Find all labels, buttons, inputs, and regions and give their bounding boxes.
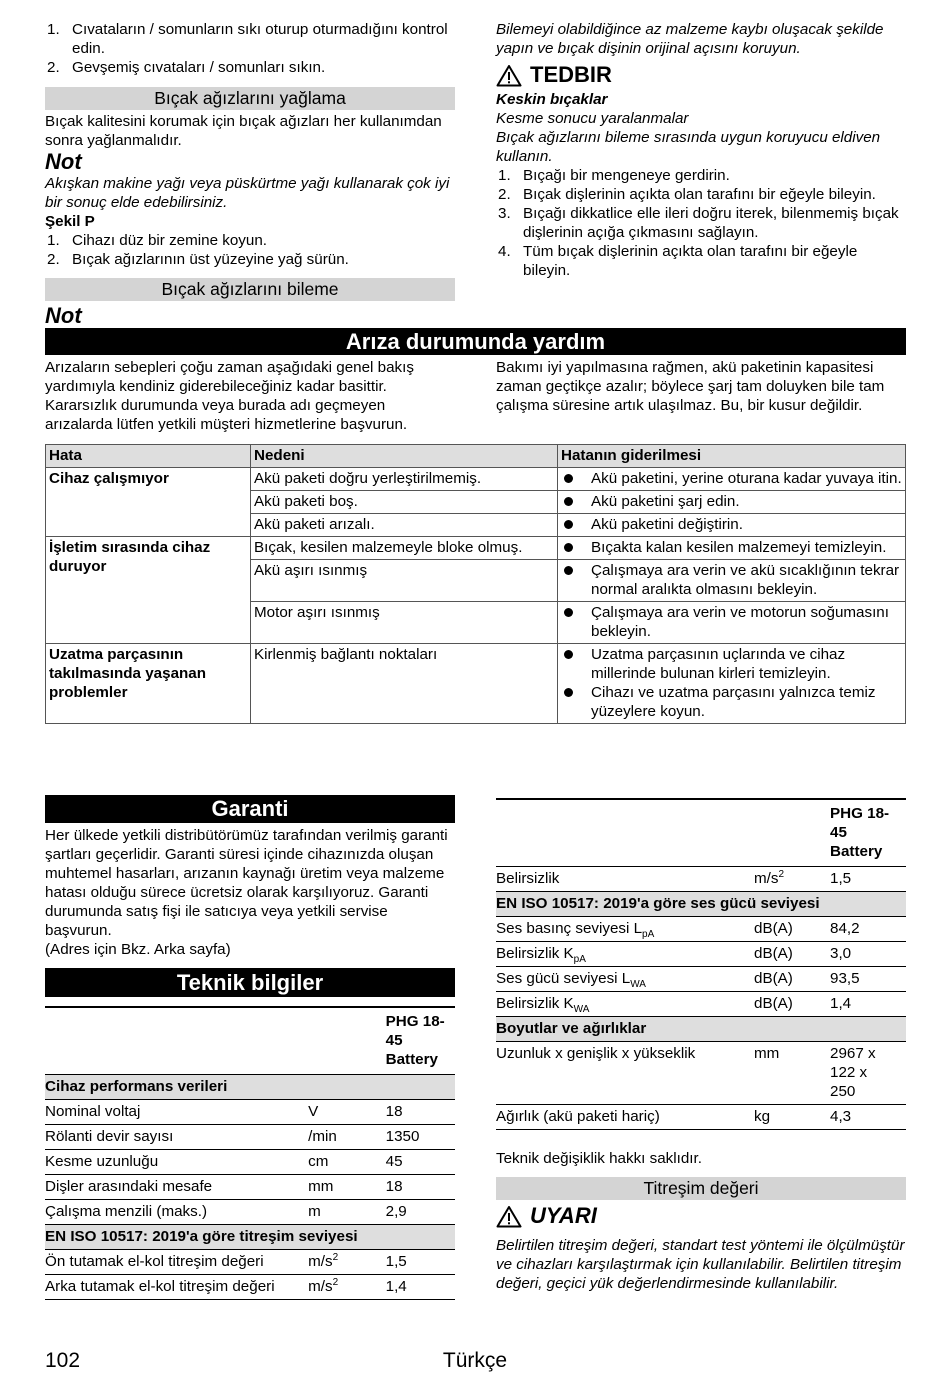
- tech-table-left: [45, 1006, 455, 1300]
- remedy-text: Çalışmaya ara verin ve akü sıcaklığının tekrar normal aralıkta olmasını bekleyin.: [591, 562, 900, 598]
- lubrication-steps: [45, 231, 455, 269]
- remedy-cell: [558, 468, 906, 491]
- tech-label: [496, 967, 754, 992]
- remedy-item: [561, 603, 902, 641]
- tech-row: [496, 867, 906, 892]
- unit-text: mm: [754, 1045, 780, 1062]
- step-text: Gevşemiş cıvataları / somunları sıkın.: [72, 59, 326, 76]
- label-text: Rölanti devir sayısı: [45, 1128, 174, 1145]
- cause-cell: Akü paketi arızalı.: [251, 514, 558, 537]
- tech-label: [45, 1275, 308, 1300]
- fault-cell: İşletim sırasında cihaz duruyor: [46, 537, 251, 644]
- tech-row: [45, 1175, 455, 1200]
- remedy-item: [561, 515, 902, 534]
- remedy-cell: [558, 537, 906, 560]
- fault-intro-right: Bakımı iyi yapılmasına rağmen, akü paketinin kapasitesi zaman geçtikçe azalır; böylece şarj tam doluyken bile tam çalışma süresine artık ulaşılmaz. Bu, bir kusur değildir.: [496, 359, 885, 414]
- step-item: [45, 20, 455, 58]
- fault-heading: Arıza durumunda yardım: [45, 328, 906, 355]
- cause-cell: Kirlenmiş bağlantı noktaları: [251, 644, 558, 724]
- tech-row: [496, 917, 906, 942]
- tech-unit: [754, 1042, 830, 1105]
- cause-cell: Akü paketi boş.: [251, 491, 558, 514]
- unit-text: m: [308, 1203, 321, 1220]
- remedy-text: Cihazı ve uzatma parçasını yalnızca temiz yüzeylere koyun.: [591, 684, 876, 720]
- lubrication-text: Bıçak kalitesini korumak için bıçak ağızları her kullanımdan sonra yağlanmalıdır.: [45, 113, 442, 149]
- label-text: Çalışma menzili (maks.): [45, 1203, 208, 1220]
- lubrication-heading: Bıçak ağızlarını yağlama: [45, 87, 455, 110]
- remedy-item: [561, 561, 902, 599]
- bullet-icon: [564, 474, 573, 483]
- tech-value: 2967 x 122 x 250: [830, 1042, 906, 1105]
- step-number: 2.: [47, 251, 60, 268]
- remedy-item: [561, 492, 902, 511]
- section-title: Boyutlar ve ağırlıklar: [496, 1017, 906, 1042]
- tech-value: 1,5: [830, 867, 906, 892]
- tech-section-row: [496, 892, 906, 917]
- unit-text: cm: [308, 1153, 329, 1170]
- step-item: [496, 242, 906, 280]
- language-label: Türkçe: [442, 1349, 508, 1372]
- tech-model-row: [496, 799, 906, 867]
- warning-triangle-icon: [496, 64, 522, 87]
- warning-triangle-icon: [496, 1205, 522, 1228]
- caution-title: [496, 62, 906, 88]
- bullet-icon: [564, 497, 573, 506]
- tech-value: 3,0: [830, 942, 906, 967]
- tech-row: [496, 967, 906, 992]
- unit-text: m/s: [308, 1278, 333, 1295]
- step-number: 2.: [498, 186, 511, 203]
- label-text: Ağırlık (akü paketi hariç): [496, 1108, 660, 1125]
- cause-cell: Motor aşırı ısınmış: [251, 602, 558, 644]
- unit-text: dB(A): [754, 995, 793, 1012]
- tech-label: [45, 1150, 308, 1175]
- label-text: Nominal voltaj: [45, 1103, 141, 1120]
- tech-value: 45: [386, 1150, 455, 1175]
- tech-label: [45, 1100, 308, 1125]
- tech-row: [496, 992, 906, 1017]
- section-title: EN ISO 10517: 2019'a göre ses gücü seviyesi: [496, 892, 906, 917]
- step-text: Bıçağı bir mengeneye gerdirin.: [523, 167, 730, 184]
- table-row: [46, 537, 906, 560]
- section-title: Cihaz performans verileri: [45, 1075, 455, 1100]
- remedy-item: [561, 538, 902, 557]
- sharpening-steps: [496, 166, 906, 280]
- label-text: Kesme uzunluğu: [45, 1153, 159, 1170]
- tech-value: 18: [386, 1175, 455, 1200]
- tech-footnote: Teknik değişiklik hakkı saklıdır.: [496, 1150, 702, 1167]
- table-row: [46, 644, 906, 724]
- model-name: PHG 18-45 Battery: [386, 1007, 455, 1075]
- tech-table-right: [496, 798, 906, 1130]
- unit-superscript: 2: [778, 868, 785, 880]
- step-number: 4.: [498, 243, 511, 260]
- unit-text: V: [308, 1103, 319, 1120]
- bullet-icon: [564, 566, 573, 575]
- unit-text: dB(A): [754, 920, 793, 937]
- cause-cell: Bıçak, kesilen malzemeyle bloke olmuş.: [251, 537, 558, 560]
- unit-text: kg: [754, 1108, 771, 1125]
- table-row: [46, 468, 906, 491]
- tech-unit: [308, 1275, 386, 1300]
- tech-unit: [308, 1250, 386, 1275]
- step-text: Bıçak dişlerinin açıkta olan tarafını bir eğeyle bileyin.: [523, 186, 876, 203]
- tech-value: 84,2: [830, 917, 906, 942]
- fault-table-header: [46, 445, 906, 468]
- step-text: Cihazı düz bir zemine koyun.: [72, 232, 267, 249]
- unit-text: dB(A): [754, 945, 793, 962]
- tech-row: [496, 1042, 906, 1105]
- label-subscript: WA: [573, 1004, 590, 1016]
- tech-section-row: [45, 1225, 455, 1250]
- remedy-text: Akü paketini şarj edin.: [591, 493, 740, 510]
- unit-text: /min: [308, 1128, 337, 1145]
- tech-row: [45, 1250, 455, 1275]
- unit-text: m/s: [754, 870, 779, 887]
- remedy-text: Akü paketini, yerine oturana kadar yuvaya itin.: [591, 470, 902, 487]
- warranty-address-note: (Adres için Bkz. Arka sayfa): [45, 941, 231, 958]
- step-text: Bıçağı dikkatlice elle ileri doğru iterek, bilenmemiş bıçak dişlerinin açığa çıkmasını sağlayın.: [523, 205, 899, 241]
- step-item: [45, 250, 455, 269]
- tech-label: [45, 1250, 308, 1275]
- tech-unit: [754, 942, 830, 967]
- tech-value: 1,5: [386, 1250, 455, 1275]
- left-top-column: [45, 20, 455, 328]
- tech-unit: [754, 967, 830, 992]
- remedy-text: Akü paketini değiştirin.: [591, 516, 743, 533]
- step-number: 1.: [47, 21, 60, 38]
- tech-label: [496, 992, 754, 1017]
- remedy-item: [561, 645, 902, 683]
- unit-superscript: 2: [332, 1276, 339, 1288]
- step-text: Cıvataların / somunların sıkı oturup oturmadığını kontrol edin.: [72, 21, 448, 57]
- tech-value: 18: [386, 1100, 455, 1125]
- tech-value: 93,5: [830, 967, 906, 992]
- tech-unit: [754, 917, 830, 942]
- remedy-item: [561, 683, 902, 721]
- bullet-icon: [564, 650, 573, 659]
- bullet-icon: [564, 543, 573, 552]
- column-header: Nedeni: [251, 445, 558, 468]
- warranty-text: [45, 826, 455, 959]
- warning-title: [496, 1203, 597, 1229]
- fault-cell: Cihaz çalışmıyor: [46, 468, 251, 537]
- tech-unit: [308, 1150, 386, 1175]
- remedy-item: [561, 469, 902, 488]
- step-text: Bıçak ağızlarının üst yüzeyine yağ sürün.: [72, 251, 349, 268]
- tech-row: [45, 1125, 455, 1150]
- fault-intro-left: Arızaların sebepleri çoğu zaman aşağıdaki genel bakış yardımıyla kendiniz giderebileceğiniz kadar basittir. Kararsızlık durumunda veya burada adı geçmeyen arızalarda lütfen yetkili müşteri hizmetlerine başvurun.: [45, 359, 414, 433]
- tech-unit: [308, 1175, 386, 1200]
- column-header: Hatanın giderilmesi: [558, 445, 906, 468]
- label-text: Belirsizlik K: [496, 945, 574, 962]
- warranty-paragraph: Her ülkede yetkili distribütörümüz tarafından verilmiş garanti şartları geçerlidir. Garanti süresi içinde cihazınızda oluşan muhtemel hasarları, arızanın kaynağı üretim veya malzeme hatası olduğu sürece ücretsiz olarak karşılıyoruz. Garanti durumunda satış fişi ile satıcıya veya yetkili servise başvurun.: [45, 827, 448, 939]
- sharpening-intro: Bilemeyi olabildiğince az malzeme kaybı oluşacak şekilde yapın ve bıçak dişinin orijinal açısını koruyun.: [496, 21, 884, 57]
- label-text: Arka tutamak el-kol titreşim değeri: [45, 1278, 275, 1295]
- tech-label: [45, 1175, 308, 1200]
- remedy-text: Bıçakta kalan kesilen malzemeyi temizleyin.: [591, 539, 887, 556]
- tech-label: [496, 1042, 754, 1105]
- tech-label: [45, 1200, 308, 1225]
- tech-label: [496, 867, 754, 892]
- tech-value: 2,9: [386, 1200, 455, 1225]
- label-text: Belirsizlik: [496, 870, 560, 887]
- caution-label: TEDBIR: [530, 62, 612, 87]
- remedy-cell: [558, 514, 906, 537]
- tech-value: 1,4: [830, 992, 906, 1017]
- step-number: 1.: [498, 167, 511, 184]
- tech-section-row: [45, 1075, 455, 1100]
- page-number: 102: [45, 1349, 81, 1372]
- tech-unit: [308, 1100, 386, 1125]
- step-text: Tüm bıçak dişlerinin açıkta olan tarafını bir eğeyle bileyin.: [523, 243, 858, 279]
- bullet-icon: [564, 608, 573, 617]
- step-item: [496, 204, 906, 242]
- step-item: [496, 185, 906, 204]
- label-subscript: pA: [573, 954, 586, 966]
- unit-text: dB(A): [754, 970, 793, 987]
- tech-row: [45, 1100, 455, 1125]
- right-top-column: [496, 20, 906, 280]
- caution-text: Bıçak ağızlarını bileme sırasında uygun koruyucu eldiven kullanın.: [496, 129, 881, 165]
- fault-cell: Uzatma parçasının takılmasında yaşanan problemler: [46, 644, 251, 724]
- tech-row: [45, 1275, 455, 1300]
- step-item: [45, 231, 455, 250]
- note-label-2: Not: [45, 303, 82, 328]
- caution-line: Kesme sonucu yaralanmalar: [496, 110, 689, 127]
- tech-heading: Teknik bilgiler: [45, 968, 455, 997]
- remedy-cell: [558, 560, 906, 602]
- label-text: Dişler arasındaki mesafe: [45, 1178, 213, 1195]
- tech-unit: [754, 1105, 830, 1130]
- vibration-text: Belirtilen titreşim değeri, standart test yöntemi ile ölçülmüştür ve cihazları karşılaştırmak için kullanılabilir. Belirtilen titreşim değeri, geçici yük değerlendirmesinde kullanılabilir.: [496, 1237, 905, 1292]
- tech-row: [496, 1105, 906, 1130]
- vibration-heading: Titreşim değeri: [496, 1177, 906, 1200]
- unit-superscript: 2: [332, 1251, 339, 1263]
- unit-text: m/s: [308, 1253, 333, 1270]
- tech-unit: [308, 1200, 386, 1225]
- remedy-text: Uzatma parçasının uçlarında ve cihaz millerinde bulunan kirleri temizleyin.: [591, 646, 846, 682]
- remedy-cell: [558, 602, 906, 644]
- tech-row: [45, 1200, 455, 1225]
- tech-unit: [308, 1125, 386, 1150]
- tech-unit: [754, 992, 830, 1017]
- tech-row: [45, 1150, 455, 1175]
- cause-cell: Akü paketi doğru yerleştirilmemiş.: [251, 468, 558, 491]
- step-item: [45, 58, 455, 77]
- remedy-cell: [558, 644, 906, 724]
- tech-label: [496, 1105, 754, 1130]
- label-subscript: pA: [642, 929, 655, 941]
- warranty-heading: Garanti: [45, 795, 455, 823]
- remedy-text: Çalışmaya ara verin ve motorun soğumasını bekleyin.: [591, 604, 889, 640]
- label-text: Belirsizlik K: [496, 995, 574, 1012]
- tightening-steps: [45, 20, 455, 77]
- tech-value: 4,3: [830, 1105, 906, 1130]
- figure-label: Şekil P: [45, 213, 95, 230]
- label-text: Ön tutamak el-kol titreşim değeri: [45, 1253, 264, 1270]
- sharpening-heading: Bıçak ağızlarını bileme: [45, 278, 455, 301]
- tech-label: [45, 1125, 308, 1150]
- column-header: Hata: [46, 445, 251, 468]
- note-label: Not: [45, 149, 82, 174]
- step-number: 2.: [47, 59, 60, 76]
- label-subscript: WA: [630, 979, 646, 991]
- section-title: EN ISO 10517: 2019'a göre titreşim seviyesi: [45, 1225, 455, 1250]
- tech-row: [496, 942, 906, 967]
- tech-value: 1,4: [386, 1275, 455, 1300]
- warning-label: UYARI: [530, 1203, 597, 1228]
- bullet-icon: [564, 688, 573, 697]
- tech-value: 1350: [386, 1125, 455, 1150]
- cause-cell: Akü aşırı ısınmış: [251, 560, 558, 602]
- unit-text: mm: [308, 1178, 334, 1195]
- tech-label: [496, 942, 754, 967]
- tech-model-row: [45, 1007, 455, 1075]
- tech-section-row: [496, 1017, 906, 1042]
- label-text: Uzunluk x genişlik x yükseklik: [496, 1045, 696, 1062]
- step-item: [496, 166, 906, 185]
- caution-subtitle: Keskin bıçaklar: [496, 91, 608, 108]
- label-text: Ses basınç seviyesi L: [496, 920, 643, 937]
- tech-unit: [754, 867, 830, 892]
- fault-table: [45, 444, 906, 724]
- note-text: Akışkan makine yağı veya püskürtme yağı kullanarak çok iyi bir sonuç elde edebilirsiniz.: [45, 175, 450, 211]
- step-number: 3.: [498, 205, 511, 222]
- remedy-cell: [558, 491, 906, 514]
- tech-label: [496, 917, 754, 942]
- label-text: Ses gücü seviyesi L: [496, 970, 631, 987]
- step-number: 1.: [47, 232, 60, 249]
- model-name: PHG 18-45 Battery: [830, 799, 906, 867]
- bullet-icon: [564, 520, 573, 529]
